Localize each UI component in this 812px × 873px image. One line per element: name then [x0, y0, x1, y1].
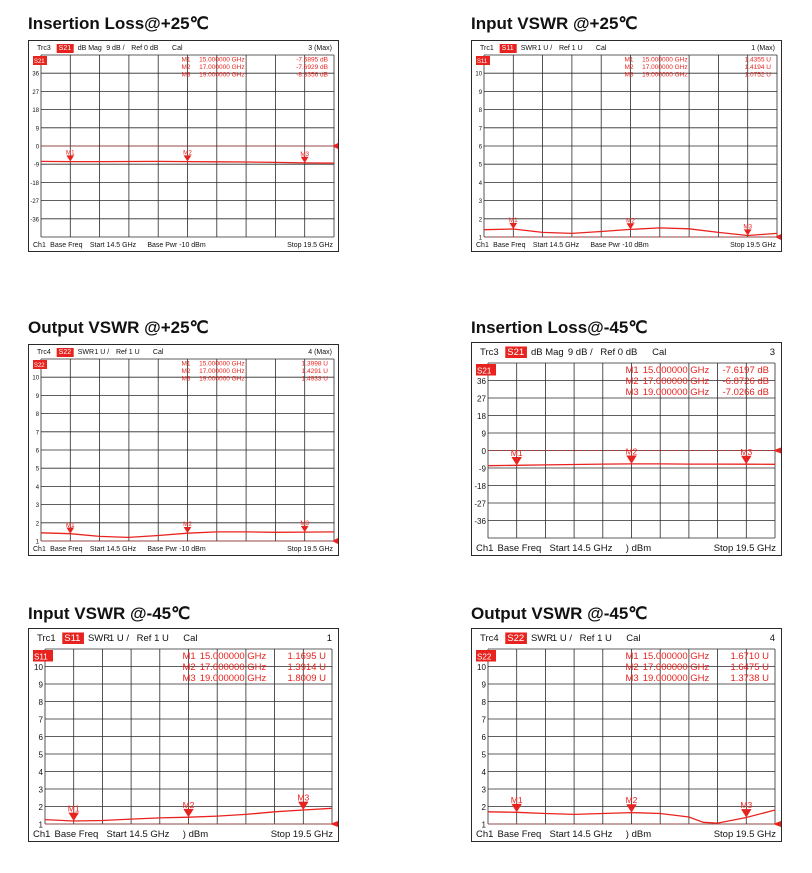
- marker-table-freq: 19.000000 GHz: [642, 673, 710, 684]
- marker-label: M2: [626, 217, 635, 225]
- marker-label: M1: [508, 217, 518, 225]
- start-label: Start 14.5 GHz: [106, 829, 170, 840]
- trace-info: 1: [326, 633, 332, 644]
- channel-label: Ch1: [33, 546, 46, 553]
- marker-table-name: M1: [624, 56, 634, 64]
- y-tick-label: 7: [478, 126, 482, 133]
- chart-svg: [29, 41, 338, 251]
- marker-table-value: 1.4355 U: [744, 56, 771, 64]
- marker-table-freq: 17.000000 GHz: [642, 64, 688, 71]
- chart-title: Input VSWR @+25℃: [471, 14, 638, 33]
- start-label: Start 14.5 GHz: [89, 242, 137, 249]
- chart-frame: [471, 40, 782, 252]
- param-box-label: S11: [477, 59, 488, 65]
- channel-label: Ch1: [33, 829, 51, 840]
- param-label: S11: [64, 633, 81, 644]
- param-label: S22: [507, 633, 525, 644]
- marker-m1: [511, 457, 521, 465]
- chart-svg: [29, 345, 338, 555]
- y-tick-label: 1: [478, 235, 482, 242]
- marker-table-name: M3: [181, 375, 191, 383]
- y-tick-label: 5: [478, 162, 482, 169]
- reference-arrow: [332, 143, 338, 149]
- ref-label: Ref 1 U: [136, 633, 169, 644]
- marker-table-name: M3: [181, 71, 191, 79]
- param-box-label: S22: [477, 652, 492, 662]
- marker-table-freq: 15.000000 GHz: [642, 56, 688, 64]
- y-tick-label: 8: [481, 697, 486, 707]
- stop-label: Stop 19.5 GHz: [730, 242, 776, 249]
- footer: [33, 242, 333, 249]
- marker-table-freq: 15.000000 GHz: [199, 651, 267, 662]
- cal-label: Cal: [626, 633, 641, 644]
- marker-table-freq: 19.000000 GHz: [642, 71, 688, 79]
- channel-label: Ch1: [33, 242, 46, 249]
- y-tick-label: 9: [35, 393, 39, 400]
- trace-label: Trc1: [480, 45, 494, 52]
- marker-m2: [183, 809, 193, 817]
- grid: [484, 55, 777, 237]
- format-label: SWR: [530, 633, 554, 644]
- grid: [41, 359, 334, 541]
- stop-label: Stop 19.5 GHz: [713, 829, 776, 840]
- ref-label: Ref 1 U: [115, 349, 140, 356]
- marker-table-value: 1.3738 U: [730, 673, 769, 684]
- y-tick-label: 9: [478, 89, 482, 96]
- y-tick-label: 2: [478, 217, 482, 224]
- marker-table-freq: 17.000000 GHz: [642, 376, 710, 387]
- marker-label: M3: [300, 150, 310, 158]
- marker-table-freq: 17.000000 GHz: [199, 662, 267, 673]
- footer: [476, 242, 776, 249]
- trace-info: 3 (Max): [308, 45, 332, 52]
- y-tick-label: 9: [38, 680, 43, 690]
- marker-table-freq: 19.000000 GHz: [642, 387, 710, 398]
- y-tick-label: 3: [481, 785, 486, 795]
- chart-title: Input VSWR @-45℃: [28, 604, 191, 623]
- param-label: S11: [501, 45, 514, 52]
- marker-table-name: M1: [181, 56, 191, 64]
- start-label: Start 14.5 GHz: [549, 543, 613, 554]
- param-label: S21: [507, 347, 525, 358]
- scale-label: 9 dB /: [567, 347, 593, 358]
- stop-label: Stop 19.5 GHz: [270, 829, 333, 840]
- format-label: dB Mag: [530, 347, 564, 358]
- format-label: SWR: [87, 633, 111, 644]
- power-label: Base Pwr -10 dBm: [147, 242, 206, 249]
- cal-label: Cal: [183, 633, 198, 644]
- y-tick-label: 4: [481, 767, 486, 777]
- y-tick-label: -27: [30, 199, 39, 206]
- trace-info: 4: [769, 633, 775, 644]
- y-tick-label: 2: [481, 802, 486, 812]
- marker-table-value: 1.6475 U: [730, 662, 769, 673]
- marker-label: M1: [510, 447, 523, 458]
- start-label: Start 14.5 GHz: [89, 546, 137, 553]
- marker-label: M3: [743, 223, 753, 231]
- scale-label: 9 dB /: [106, 45, 125, 52]
- marker-label: M3: [740, 800, 753, 811]
- sweep-label: Base Freq: [50, 546, 83, 553]
- param-label: S21: [58, 45, 72, 52]
- ref-label: Ref 0 dB: [131, 45, 159, 52]
- cal-label: Cal: [152, 349, 164, 356]
- y-tick-label: -27: [474, 499, 486, 509]
- y-tick-label: 6: [478, 144, 482, 151]
- stop-label: Stop 19.5 GHz: [287, 546, 333, 553]
- marker-m3: [298, 802, 308, 810]
- chart-svg: [472, 343, 781, 555]
- channel-label: Ch1: [476, 242, 489, 249]
- power-label: ) dBm: [625, 543, 652, 554]
- marker-table-value: 1.3998 U: [301, 360, 328, 368]
- marker-table-value: -6.8726 dB: [722, 376, 769, 387]
- y-tick-label: 10: [477, 662, 486, 672]
- y-tick-label: 4: [35, 484, 39, 491]
- marker-table-name: M2: [182, 662, 196, 673]
- cal-label: Cal: [652, 347, 667, 358]
- start-label: Start 14.5 GHz: [532, 242, 580, 249]
- marker-table-value: 1.6710 U: [730, 651, 769, 662]
- y-tick-label: 0: [481, 446, 486, 456]
- marker-label: M2: [183, 149, 192, 157]
- chart-svg: [472, 41, 781, 251]
- chart-title: Output VSWR @-45℃: [471, 604, 648, 623]
- marker-label: M2: [625, 446, 638, 457]
- power-label: ) dBm: [625, 829, 652, 840]
- y-tick-label: -18: [30, 180, 39, 187]
- y-tick-label: 8: [38, 697, 43, 707]
- channel-label: Ch1: [476, 829, 494, 840]
- ref-label: Ref 1 U: [558, 45, 583, 52]
- marker-table-freq: 19.000000 GHz: [199, 71, 245, 79]
- sweep-label: Base Freq: [497, 829, 542, 840]
- marker-label: M1: [65, 149, 75, 157]
- y-tick-label: -36: [474, 516, 486, 526]
- marker-table-name: M1: [625, 651, 639, 662]
- scale-label: 1 U /: [108, 633, 129, 644]
- y-tick-label: 6: [38, 732, 43, 742]
- format-label: SWR: [77, 349, 95, 356]
- format-label: dB Mag: [77, 45, 102, 52]
- marker-table-name: M3: [625, 673, 639, 684]
- marker-table-freq: 15.000000 GHz: [642, 651, 710, 662]
- y-tick-label: 3: [478, 199, 482, 206]
- marker-table-value: -7.6929 dB: [296, 64, 328, 71]
- reference-arrow: [330, 821, 338, 827]
- marker-table-name: M2: [625, 376, 639, 387]
- y-tick-label: 6: [481, 732, 486, 742]
- marker-table-freq: 15.000000 GHz: [199, 360, 245, 368]
- power-label: ) dBm: [182, 829, 209, 840]
- y-tick-label: 36: [477, 376, 486, 386]
- format-label: SWR: [520, 45, 538, 52]
- marker-table-name: M1: [182, 651, 196, 662]
- y-tick-label: 5: [38, 750, 43, 760]
- marker-table-value: 1.4194 U: [744, 64, 771, 71]
- marker-table-value: -7.6197 dB: [722, 365, 769, 376]
- y-tick-label: 6: [35, 448, 39, 455]
- cal-label: Cal: [172, 45, 183, 52]
- trace-label: Trc1: [37, 633, 56, 644]
- marker-table-value: -8.3356 dB: [296, 71, 328, 79]
- y-tick-label: 36: [32, 71, 39, 78]
- y-tick-label: 5: [481, 750, 486, 760]
- chart-title: Output VSWR @+25℃: [28, 318, 209, 337]
- chart-svg: [472, 629, 781, 841]
- y-tick-label: 10: [32, 375, 39, 382]
- marker-table-name: M3: [624, 71, 634, 79]
- y-tick-label: 2: [35, 521, 39, 528]
- start-label: Start 14.5 GHz: [549, 829, 613, 840]
- trace-label: Trc4: [37, 349, 51, 356]
- chart-svg: [29, 629, 338, 841]
- marker-table-freq: 19.000000 GHz: [199, 673, 267, 684]
- marker-label: M3: [297, 792, 310, 803]
- trace-info: 1 (Max): [751, 45, 775, 52]
- y-tick-label: 7: [35, 430, 39, 437]
- y-tick-label: 10: [34, 662, 43, 672]
- trace-info: 3: [769, 347, 775, 358]
- marker-label: M3: [740, 446, 753, 457]
- chart-frame: [471, 628, 782, 842]
- marker-table-value: -7.6895 dB: [296, 56, 328, 64]
- y-tick-label: 4: [38, 767, 43, 777]
- sweep-label: Base Freq: [54, 829, 99, 840]
- marker-label: M2: [625, 795, 638, 806]
- reference-arrow: [773, 448, 781, 454]
- marker-table-freq: 17.000000 GHz: [199, 368, 245, 375]
- footer: [476, 829, 776, 840]
- marker-table-freq: 17.000000 GHz: [642, 662, 710, 673]
- y-tick-label: 8: [478, 108, 482, 115]
- y-tick-label: -9: [33, 162, 39, 169]
- y-tick-label: 18: [477, 411, 486, 421]
- y-tick-label: 3: [38, 785, 43, 795]
- scale-label: 1 U /: [94, 349, 110, 356]
- chart-frame: [471, 342, 782, 556]
- y-tick-label: 4: [478, 180, 482, 187]
- cal-label: Cal: [595, 45, 607, 52]
- y-tick-label: 9: [481, 680, 486, 690]
- marker-table-name: M1: [181, 360, 191, 368]
- sweep-label: Base Freq: [493, 242, 526, 249]
- y-tick-label: 0: [35, 144, 39, 151]
- y-tick-label: 1: [35, 539, 39, 546]
- channel-label: Ch1: [476, 543, 494, 554]
- chart-title: Insertion Loss@-45℃: [471, 318, 648, 337]
- chart-title: Insertion Loss@+25℃: [28, 14, 209, 33]
- marker-table-value: -7.0266 dB: [722, 387, 769, 398]
- y-tick-label: 3: [35, 503, 39, 510]
- marker-m1: [511, 804, 521, 812]
- y-tick-label: 27: [477, 394, 486, 404]
- trace-label: Trc3: [480, 347, 499, 358]
- y-tick-label: 1: [481, 820, 486, 830]
- chart-frame: [28, 628, 339, 842]
- marker-label: M2: [183, 521, 192, 529]
- marker-m2: [626, 804, 636, 812]
- y-tick-label: 9: [35, 126, 39, 133]
- y-tick-label: 7: [38, 715, 43, 725]
- sweep-label: Base Freq: [497, 543, 542, 554]
- y-tick-label: 5: [35, 466, 39, 473]
- stop-label: Stop 19.5 GHz: [287, 242, 333, 249]
- marker-table-name: M3: [625, 387, 639, 398]
- reference-arrow: [775, 234, 781, 240]
- marker-table-freq: 15.000000 GHz: [199, 56, 245, 64]
- marker-table-freq: 19.000000 GHz: [199, 375, 245, 383]
- trace-info: 4 (Max): [308, 349, 332, 356]
- marker-table-name: M2: [624, 64, 634, 71]
- param-box-label: S21: [477, 366, 492, 376]
- scale-label: 1 U /: [551, 633, 572, 644]
- marker-table-name: M3: [182, 673, 196, 684]
- param-box-label: S22: [34, 363, 45, 369]
- ref-label: Ref 0 dB: [600, 347, 638, 358]
- y-tick-label: 8: [35, 412, 39, 419]
- marker-label: M3: [300, 520, 310, 528]
- footer: [476, 543, 776, 554]
- marker-table-name: M2: [625, 662, 639, 673]
- y-tick-label: 7: [481, 715, 486, 725]
- y-tick-label: 10: [475, 71, 482, 78]
- footer: [33, 546, 333, 553]
- marker-m2: [626, 455, 636, 463]
- power-label: Base Pwr -10 dBm: [590, 242, 649, 249]
- stop-label: Stop 19.5 GHz: [713, 543, 776, 554]
- y-tick-label: 27: [32, 89, 39, 96]
- marker-table-value: 1.0752 U: [744, 71, 771, 79]
- y-tick-label: -9: [478, 464, 486, 474]
- chart-frame: [28, 40, 339, 252]
- y-tick-label: 2: [38, 802, 43, 812]
- marker-label: M2: [182, 799, 195, 810]
- ref-label: Ref 1 U: [579, 633, 612, 644]
- y-tick-label: 9: [481, 429, 486, 439]
- marker-table-name: M2: [181, 368, 191, 375]
- marker-label: M1: [510, 794, 523, 805]
- trace-label: Trc4: [480, 633, 499, 644]
- marker-table-value: 1.4933 U: [301, 375, 328, 383]
- marker-table-value: 1.1695 U: [287, 651, 326, 662]
- reference-arrow: [773, 821, 781, 827]
- scale-label: 1 U /: [537, 45, 553, 52]
- y-tick-label: -36: [30, 217, 39, 224]
- marker-table-value: 1.4291 U: [301, 368, 328, 375]
- marker-m1: [68, 813, 78, 821]
- y-tick-label: 18: [32, 108, 39, 115]
- y-tick-label: -18: [474, 481, 486, 491]
- marker-table-freq: 17.000000 GHz: [199, 64, 245, 71]
- reference-arrow: [332, 538, 338, 544]
- param-box-label: S11: [34, 652, 48, 662]
- marker-table-freq: 15.000000 GHz: [642, 365, 710, 376]
- marker-table-value: 1.3914 U: [287, 662, 326, 673]
- marker-table-name: M1: [625, 365, 639, 376]
- param-label: S22: [58, 349, 72, 356]
- marker-label: M1: [67, 803, 80, 814]
- param-box-label: S21: [34, 59, 45, 65]
- y-tick-label: 1: [38, 820, 43, 830]
- marker-m3: [741, 456, 751, 464]
- power-label: Base Pwr -10 dBm: [147, 546, 206, 553]
- marker-table-value: 1.8009 U: [287, 673, 326, 684]
- sweep-label: Base Freq: [50, 242, 83, 249]
- footer: [33, 829, 333, 840]
- marker-table-name: M2: [181, 64, 191, 71]
- chart-frame: [28, 344, 339, 556]
- trace-label: Trc3: [37, 45, 51, 52]
- marker-label: M1: [65, 521, 75, 529]
